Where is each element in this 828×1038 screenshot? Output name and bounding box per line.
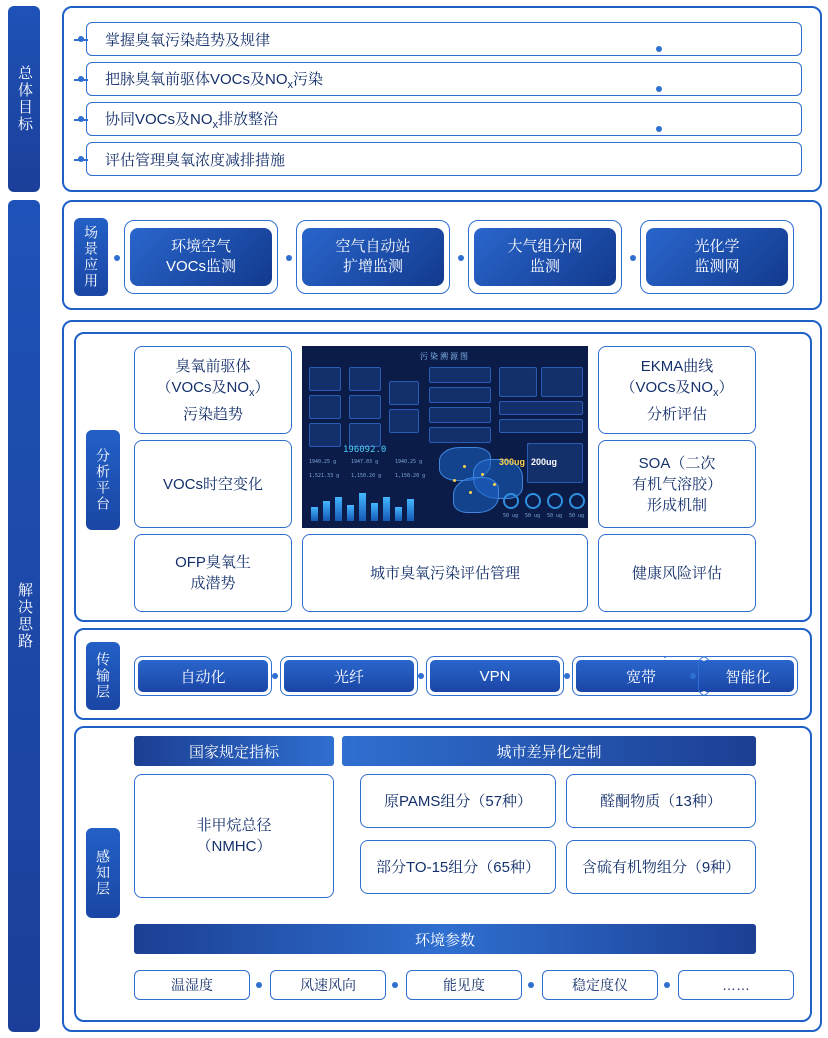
sensing-layer-group	[74, 726, 812, 1022]
scene-card-2-label: 空气自动站 扩增监测	[335, 238, 411, 275]
transport-chip-vpn-label: VPN	[479, 667, 511, 685]
dashboard-screenshot[interactable]: 污染溯源图 196092.0 1940.25 g 1947.03 g 1940.25 g 1,521.33 g 1,150.20 g 1,150.20 g 200ug 300ug 50 ug 50 ug 50 ug 50 ug	[302, 346, 588, 528]
transport-chip-broadband-label: 宽带	[625, 668, 656, 686]
env-pill-more[interactable]	[678, 970, 794, 1000]
sensing-card-to15-label: 部分TO-15组分（65种）	[376, 858, 540, 876]
rail-solution-approach-label: 解决思路	[16, 582, 33, 650]
connector-dot	[528, 982, 534, 988]
goal-row-1-label: 掌握臭氧污染趋势及规律	[105, 31, 271, 49]
rail-solution-approach	[8, 200, 40, 1032]
analysis-card-city-ozone-management[interactable]	[302, 534, 588, 612]
goal-row-1	[86, 22, 802, 56]
connector-dot	[664, 982, 670, 988]
connector-line	[74, 79, 88, 81]
sensing-layer-label: 感知层	[86, 828, 120, 918]
dashboard-badge-left: 200ug	[531, 457, 558, 467]
sensing-card-sulfur-organics[interactable]	[566, 840, 756, 894]
sensing-card-nmhc[interactable]	[134, 774, 334, 898]
analysis-card-ozone-precursor-trend[interactable]	[134, 346, 292, 434]
env-parameter-banner-label: 环境参数	[414, 931, 475, 949]
scene-card-3-label: 大气组分网 监测	[507, 238, 583, 275]
sensing-card-aldehyde-ketone[interactable]	[566, 774, 756, 828]
transport-chip-vpn[interactable]	[430, 660, 560, 692]
env-pill-visibility[interactable]	[406, 970, 522, 1000]
connector-dot	[656, 126, 662, 132]
goal-row-2-label: 把脉臭氧前驱体VOCs及$NO_x$污染	[105, 70, 324, 91]
scene-card-3[interactable]	[474, 228, 616, 286]
env-pill-temp-humidity[interactable]	[134, 970, 250, 1000]
sensing-banner-national	[134, 736, 334, 766]
analysis-card-health-risk-label: 健康风险评估	[631, 564, 722, 582]
scene-card-2[interactable]	[302, 228, 444, 286]
transport-layer-group	[74, 628, 812, 720]
env-pill-wind[interactable]	[270, 970, 386, 1000]
transport-chip-fiber[interactable]	[284, 660, 414, 692]
rail-overall-goal-label: 总体目标	[16, 65, 33, 133]
connector-dot	[418, 673, 424, 679]
connector-dot	[286, 255, 292, 261]
env-pill-more-label: ……	[722, 977, 750, 993]
transport-layer-label: 传输层	[86, 642, 120, 710]
connector-line	[74, 119, 88, 121]
analysis-card-soa-label: SOA（二次 有机气溶胶） 形成机制	[631, 454, 722, 514]
connector-dot	[630, 255, 636, 261]
scene-card-4[interactable]	[646, 228, 788, 286]
env-pill-temp-humidity-label: 温湿度	[171, 977, 213, 993]
analysis-card-ekma-label: EKMA曲线 （VOCs及$NO_x$） 分析评估	[620, 357, 734, 423]
scene-application-panel	[62, 200, 822, 310]
transport-chip-intelligent[interactable]	[702, 660, 794, 692]
env-pill-stability[interactable]	[542, 970, 658, 1000]
analysis-card-vocs-spatiotemporal[interactable]	[134, 440, 292, 528]
connector-dot	[458, 255, 464, 261]
analysis-platform-label: 分析平台	[86, 430, 120, 530]
scene-card-1[interactable]	[130, 228, 272, 286]
analysis-card-vocs-spatiotemporal-label: VOCs时空变化	[162, 475, 263, 493]
solution-main-panel	[62, 320, 822, 1032]
sensing-card-to15[interactable]	[360, 840, 556, 894]
rail-overall-goal	[8, 6, 40, 192]
transport-chip-automation[interactable]	[138, 660, 268, 692]
analysis-card-health-risk[interactable]	[598, 534, 756, 612]
connector-dot	[272, 673, 278, 679]
sensing-banner-national-label: 国家规定指标	[188, 743, 279, 761]
sensing-banner-city-custom-label: 城市差异化定制	[496, 743, 602, 761]
sensing-banner-city-custom	[342, 736, 756, 766]
env-parameter-banner	[134, 924, 756, 954]
scene-card-1-label: 环境空气 VOCs监测	[165, 238, 236, 275]
analysis-card-ekma[interactable]	[598, 346, 756, 434]
goal-row-2	[86, 62, 802, 96]
sensing-card-pams-label: 原PAMS组分（57种）	[383, 792, 533, 810]
scene-application-label: 场景应用	[74, 218, 108, 296]
connector-dot	[656, 46, 662, 52]
env-pill-visibility-label: 能见度	[443, 977, 485, 993]
sensing-card-aldehyde-ketone-label: 醛酮物质（13种）	[600, 792, 722, 810]
scene-card-4-label: 光化学 监测网	[694, 238, 740, 275]
goal-row-4-label: 评估管理臭氧浓度减排措施	[105, 151, 286, 169]
transport-chip-broadband[interactable]	[576, 660, 706, 692]
analysis-card-ofp[interactable]	[134, 534, 292, 612]
connector-line	[74, 39, 88, 41]
analysis-card-soa[interactable]	[598, 440, 756, 528]
dashboard-metric-main: 196092.0	[343, 445, 387, 455]
goal-row-3	[86, 102, 802, 136]
connector-dot	[656, 86, 662, 92]
sensing-card-nmhc-label: 非甲烷总径 （NMHC）	[196, 817, 272, 855]
transport-chip-intelligent-label: 智能化	[725, 668, 771, 686]
transport-chip-automation-label: 自动化	[180, 668, 226, 686]
connector-dot	[690, 673, 696, 679]
env-pill-stability-label: 稳定度仪	[572, 977, 628, 993]
analysis-card-ozone-precursor-trend-label: 臭氧前驱体 （VOCs及$NO_x$） 污染趋势	[156, 357, 270, 423]
connector-dot	[564, 673, 570, 679]
connector-dot	[392, 982, 398, 988]
analysis-platform-group	[74, 332, 812, 622]
dashboard-badge-right: 300ug	[499, 457, 526, 467]
sensing-card-sulfur-organics-label: 含硫有机物组分（9种）	[581, 858, 741, 876]
connector-dot	[256, 982, 262, 988]
analysis-card-city-ozone-management-label: 城市臭氧污染评估管理	[369, 564, 520, 582]
dashboard-title: 污染溯源图	[420, 352, 470, 361]
connector-dot	[114, 255, 120, 261]
sensing-card-pams[interactable]	[360, 774, 556, 828]
transport-chip-fiber-label: 光纤	[333, 668, 364, 686]
connector-line	[74, 159, 88, 161]
overall-goal-panel	[62, 6, 822, 192]
goal-row-4	[86, 142, 802, 176]
analysis-card-ofp-label: OFP臭氧生 成潜势	[175, 554, 251, 592]
env-pill-wind-label: 风速风向	[300, 977, 356, 993]
goal-row-3-label: 协同VOCs及$NO_x$排放整治	[105, 110, 279, 131]
